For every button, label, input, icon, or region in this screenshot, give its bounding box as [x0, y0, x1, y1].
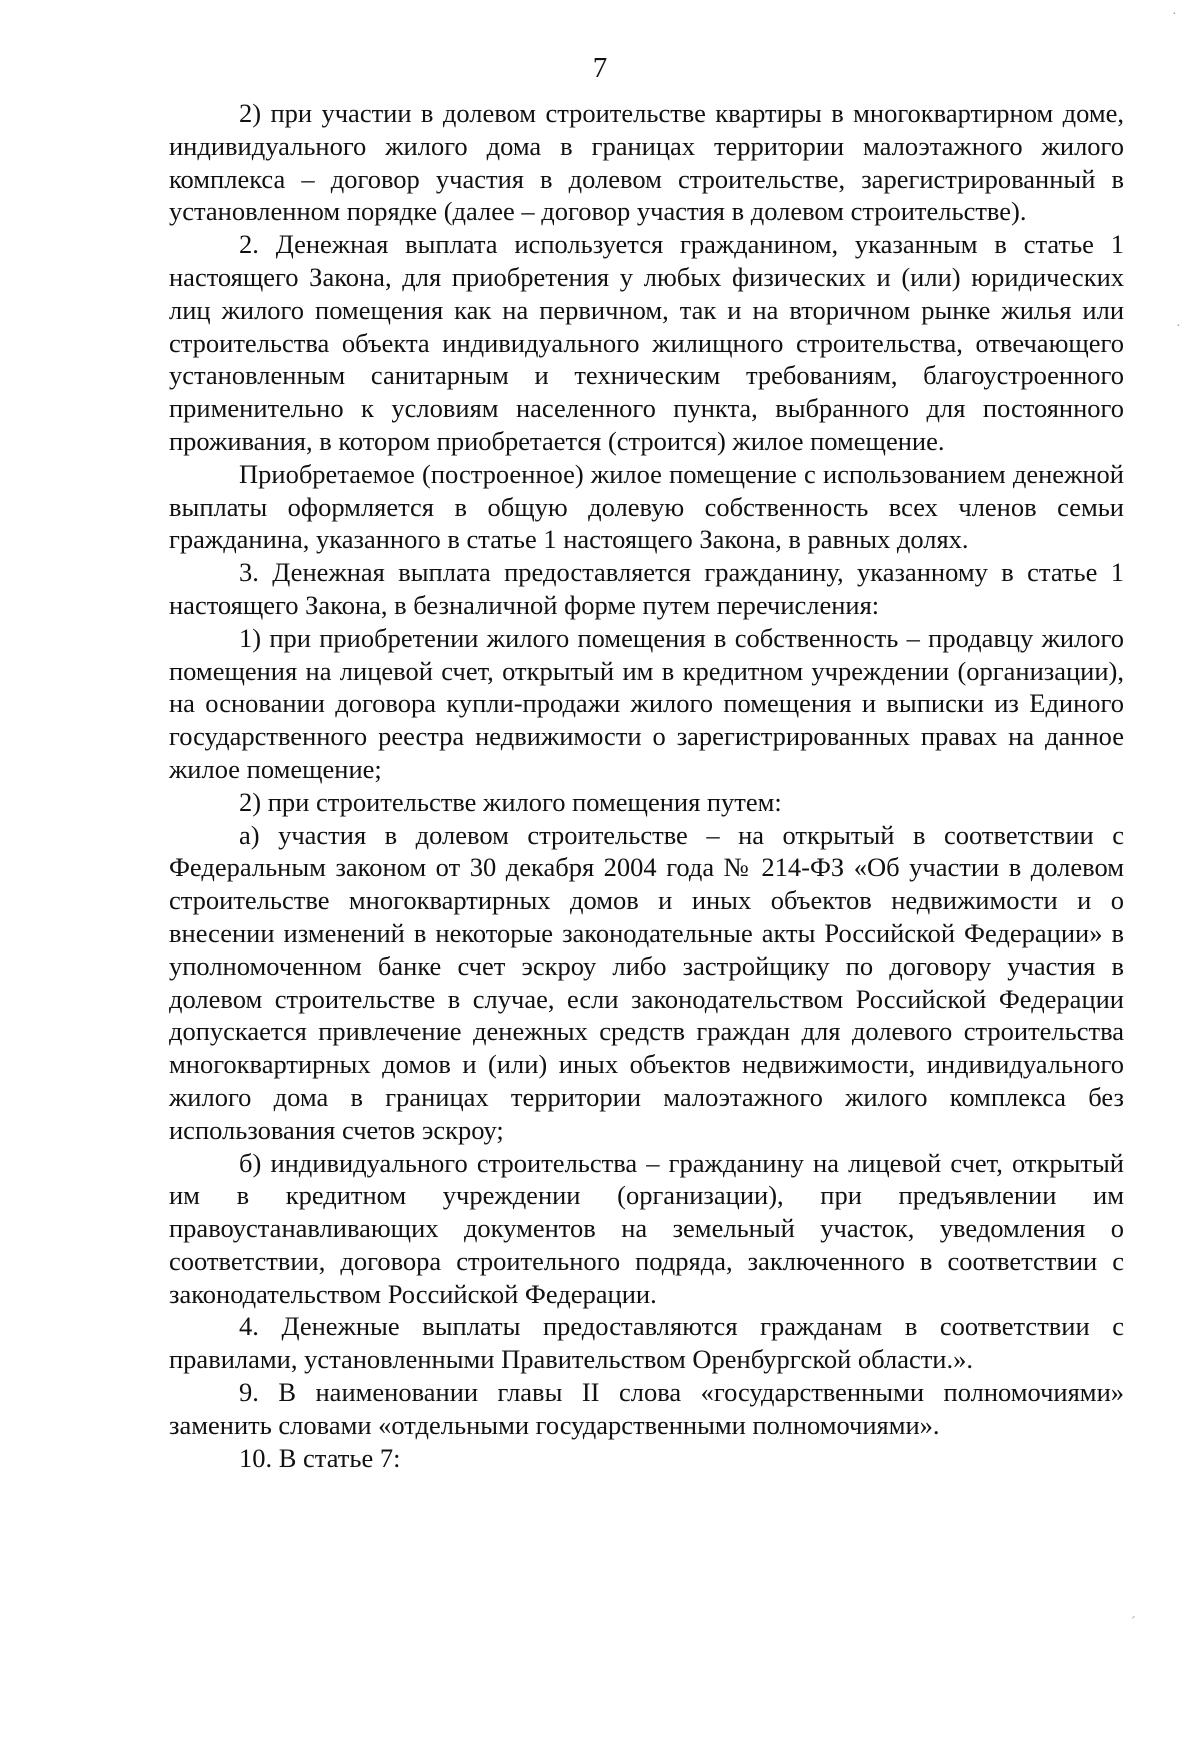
paragraph-point-3-cashless-transfer: 3. Денежная выплата предоставляется гражданину, указанному в статье 1 настоящего Закона, в безналичной форме путем перечисления:: [169, 557, 1124, 620]
scan-speck-top-right: ·: [1172, 7, 1177, 22]
paragraph-subpoint-b-individual-construction: б) индивидуального строительства – гражданину на лицевой счет, открытый им в кредитном учреждении (организации), при предъявлении им правоустанавливающих документов на земельный участок, уведомления о соответствии, договора строительного подряда, заключенного в соответствии с законодательством Российской Федерации.: [169, 1147, 1124, 1309]
paragraph-point-4-rules: 4. Денежные выплаты предоставляются гражданам в соответствии с правилами, установленными Правительством Оренбургской области.».: [169, 1311, 1124, 1375]
paragraph-item-9-chapter-title: 9. В наименовании главы II слова «государственными полномочиями» заменить словами «отдельными государственными полномочиями».: [169, 1377, 1124, 1440]
paragraph-subpoint-1-purchase: 1) при приобретении жилого помещения в собственность – продавцу жилого помещения на лицевой счет, открытый им в кредитном учреждении (организации), на основании договора купли-продажи жилого помещения и выписки из Единого государственного реестра недвижимости о зарегистрированных правах на данное жилое помещение;: [169, 622, 1124, 784]
scan-speck-bottom-right: ˊ: [1131, 1615, 1136, 1630]
paragraph-shared-ownership: Приобретаемое (построенное) жилое помещение с использованием денежной выплаты оформляется в общую долевую собственность всех членов семьи гражданина, указанного в статье 1 настоящего Закона, в равных долях.: [169, 458, 1124, 555]
paragraph-subpoint-2-shared-construction: 2) при участии в долевом строительстве квартиры в многоквартирном доме, индивидуального жилого дома в границах территории малоэтажного жилого комплекса – договор участия в долевом строительстве, зарегистрированный в установленном порядке (далее – договор участия в долевом строительстве).: [169, 98, 1124, 227]
paragraph-subpoint-a-shared-construction: а) участия в долевом строительстве – на открытый в соответствии с Федеральным законом от 30 декабря 2004 года № 214-ФЗ «Об участии в долевом строительстве многоквартирных домов и иных объектов недвижимости и о внесении изменений в некоторые законодательные акты Российской Федерации» в уполномоченном банке счет эскроу либо застройщику по договору участия в долевом строительстве в случае, если законодательством Российской Федерации допускается привлечение денежных средств граждан для долевого строительства многоквартирных домов и (или) иных объектов недвижимости, индивидуального жилого дома в границах территории малоэтажного жилого комплекса без использования счетов эскроу;: [169, 819, 1124, 1145]
paragraph-subpoint-2-construction: 2) при строительстве жилого помещения путем:: [239, 786, 782, 817]
page-number: 7: [592, 52, 608, 84]
document-body: [169, 97, 1124, 1474]
scan-speck-right-margin: ·: [1176, 319, 1181, 334]
paragraph-item-10-article-7: 10. В статье 7:: [239, 1442, 401, 1473]
paragraph-point-2-payment-use: 2. Денежная выплата используется гражданином, указанным в статье 1 настоящего Закона, для приобретения у любых физических и (или) юридических лиц жилого помещения как на первичном, так и на вторичном рынке жилья или строительства объекта индивидуального жилищного строительства, отвечающего установленным санитарным и техническим требованиям, благоустроенного применительно к условиям населенного пункта, выбранного для постоянного проживания, в котором приобретается (строится) жилое помещение.: [169, 229, 1124, 456]
